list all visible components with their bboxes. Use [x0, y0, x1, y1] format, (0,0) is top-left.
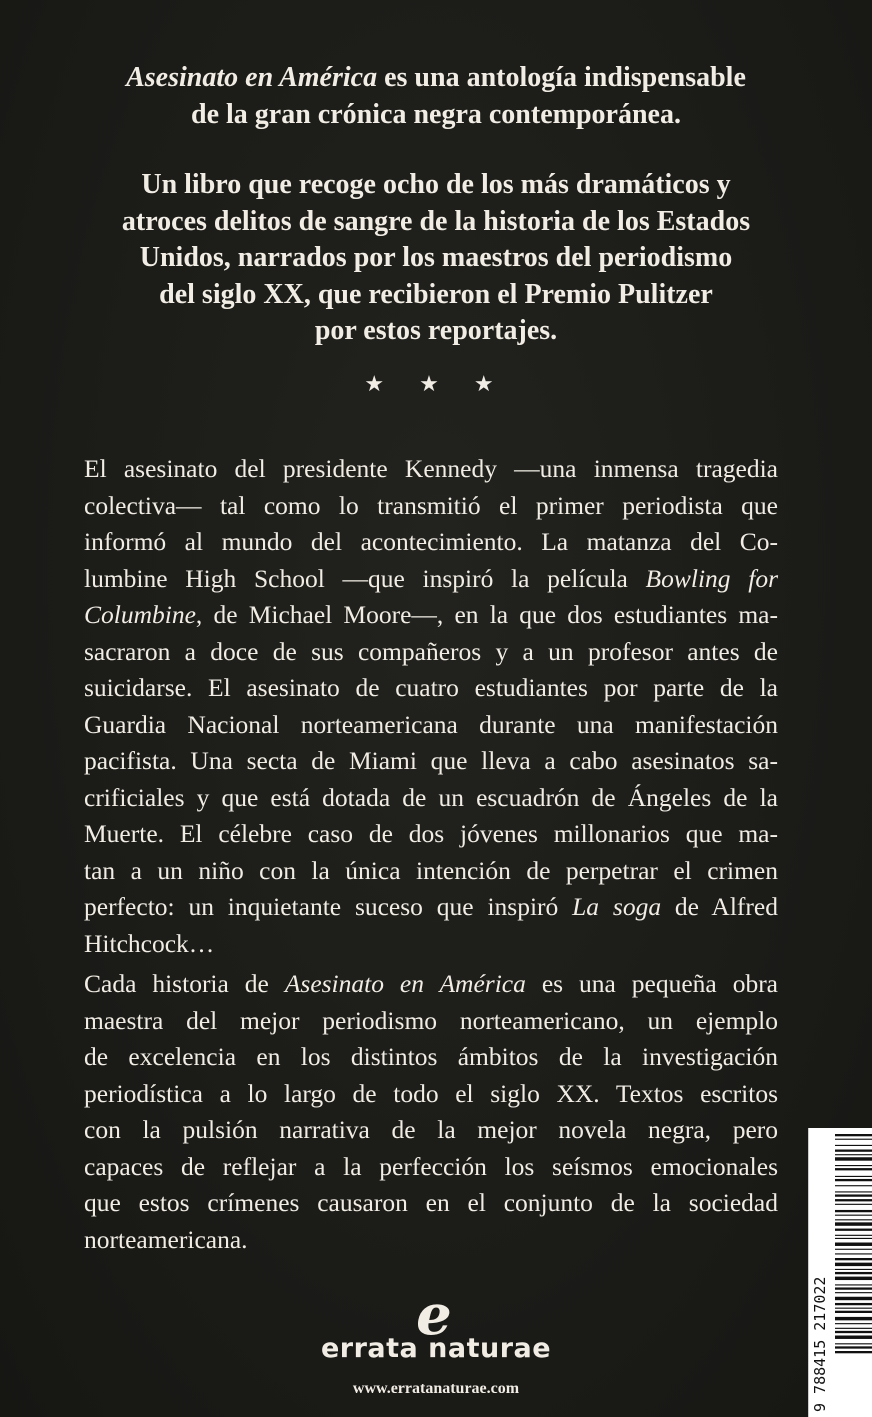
barcode-bar — [835, 1308, 872, 1309]
paragraph-line: tan a un niño con la única intención de perpetrar el crimen — [84, 855, 778, 885]
paragraph-line: capaces de reflejar a la perfección los seísmos emocionales — [84, 1151, 778, 1181]
barcode-bar — [835, 1235, 872, 1236]
barcode-bar — [835, 1253, 872, 1254]
svg-text:e: e — [416, 1288, 452, 1346]
description-paragraph-2 — [84, 966, 778, 1258]
barcode-bar — [835, 1303, 872, 1305]
paragraph-line: informó al mundo del acontecimiento. La matanza del Co- — [84, 527, 778, 556]
publisher-name: errata naturae — [320, 1333, 552, 1364]
paragraph-line: pacifista. Una secta de Miami que lleva a cabo asesinatos sa- — [84, 746, 778, 775]
paragraph-line: maestra del mejor periodismo norteamericano, un ejemplo — [84, 1005, 778, 1035]
barcode-bar — [835, 1269, 872, 1270]
paragraph-line: El asesinato del presidente Kennedy —una inmensa tragedia — [84, 454, 778, 483]
publisher-website: www.erratanaturae.com — [352, 1380, 520, 1397]
paragraph-line: Muerte. El célebre caso de dos jóvenes millonarios que ma- — [84, 819, 778, 848]
summary-line: por estos reportajes. — [314, 315, 558, 346]
barcode-bar — [835, 1210, 872, 1212]
barcode-bar — [835, 1191, 872, 1192]
barcode-bar — [835, 1176, 872, 1177]
barcode-bar — [835, 1215, 872, 1216]
barcode-bar — [835, 1311, 872, 1313]
summary-line: Un libro que recoge ocho de los más dramáticos y — [141, 169, 731, 200]
intro-line: de la gran crónica negra contemporánea. — [191, 98, 681, 130]
book-title-italic: Asesinato en América — [126, 62, 378, 93]
book-title-italic: Asesinato en América — [284, 969, 526, 998]
paragraph-line: crificiales y que está dotada de un escuadrón de Ángeles de la — [84, 782, 778, 812]
barcode-bar — [835, 1297, 872, 1300]
paragraph-line: que estos crímenes causaron en el conjunto de la sociedad — [84, 1188, 778, 1217]
paragraph-line: suicidarse. El asesinato de cuatro estudiantes por parte de la — [84, 673, 778, 702]
barcode-bar — [835, 1204, 872, 1205]
barcode-graphic — [809, 1128, 872, 1417]
barcode-bar — [835, 1222, 872, 1225]
barcode-bar — [835, 1323, 872, 1324]
barcode-bar — [835, 1284, 872, 1285]
paragraph-line: Cada historia de Asesinato en América es una pequeña obra — [84, 969, 779, 998]
film-title-italic: La soga — [572, 892, 662, 921]
summary-line: Unidos, narrados por los maestros del periodismo — [139, 242, 733, 273]
barcode-bar — [835, 1272, 872, 1274]
barcode-bar — [835, 1292, 872, 1293]
paragraph-line: colectiva— tal como lo transmitió el primer periodista que — [84, 490, 778, 520]
barcode-bar — [835, 1243, 872, 1246]
barcode-bar — [835, 1139, 872, 1140]
film-title-italic: Bowling for — [645, 563, 779, 593]
paragraph-line: Hitchcock… — [84, 928, 215, 958]
barcode-bar — [835, 1277, 872, 1280]
film-title-italic: Columbine — [84, 600, 196, 629]
barcode-bar — [835, 1249, 872, 1250]
star-separator: ★ ★ ★ — [364, 372, 508, 397]
barcode-bar — [835, 1145, 872, 1146]
description-paragraph-1 — [84, 451, 778, 962]
intro-tagline — [60, 60, 812, 133]
intro-summary — [60, 167, 812, 350]
barcode-bar — [835, 1219, 872, 1220]
barcode-bar — [835, 1150, 872, 1152]
paragraph-line: perfecto: un inquietante suceso que inspiró La soga de Alfred — [84, 892, 778, 921]
barcode-bar — [835, 1199, 872, 1201]
barcode-bar — [835, 1165, 872, 1166]
barcode-bar — [835, 1179, 872, 1181]
barcode-bar — [835, 1168, 872, 1170]
paragraph-line: sacraron a doce de sus compañeros y a un profesor antes de — [84, 636, 778, 666]
summary-line: atroces delitos de sangre de la historia de los Estados — [121, 205, 751, 237]
barcode-bar — [835, 1229, 872, 1231]
intro-line: Asesinato en América es una antología indispensable — [126, 62, 746, 93]
isbn-number: 9 788415 217022 — [811, 1276, 829, 1412]
paragraph-line: con la pulsión narrativa de la mejor novela negra, pero — [84, 1115, 778, 1144]
summary-line: del siglo XX, que recibieron el Premio Pulitzer — [159, 278, 713, 310]
paragraph-line: Columbine, de Michael Moore—, en la que dos estudiantes ma- — [84, 600, 778, 629]
barcode-bar — [835, 1157, 872, 1160]
paragraph-line: Guardia Nacional norteamericana durante una manifestación — [84, 709, 778, 739]
paragraph-line: de excelencia en los distintos ámbitos de la investigación — [84, 1042, 778, 1071]
barcode-bar — [835, 1328, 872, 1329]
barcode-bar — [835, 1258, 872, 1260]
isbn-barcode — [808, 1128, 872, 1417]
barcode-bar — [835, 1238, 872, 1239]
barcode-bar — [835, 1287, 872, 1289]
barcode-bar — [835, 1134, 872, 1136]
barcode-bar — [835, 1185, 872, 1186]
paragraph-line: lumbine High School —que inspiró la película Bowling for — [84, 563, 779, 593]
paragraph-line: periodística a lo largo de todo el siglo XX. Textos escritos — [84, 1078, 778, 1108]
barcode-bars — [835, 1134, 872, 1353]
barcode-bar — [835, 1194, 872, 1196]
barcode-bar — [835, 1154, 872, 1155]
barcode-bar — [835, 1263, 872, 1266]
paragraph-line: norteamericana. — [84, 1224, 248, 1254]
barcode-bar — [835, 1317, 872, 1320]
